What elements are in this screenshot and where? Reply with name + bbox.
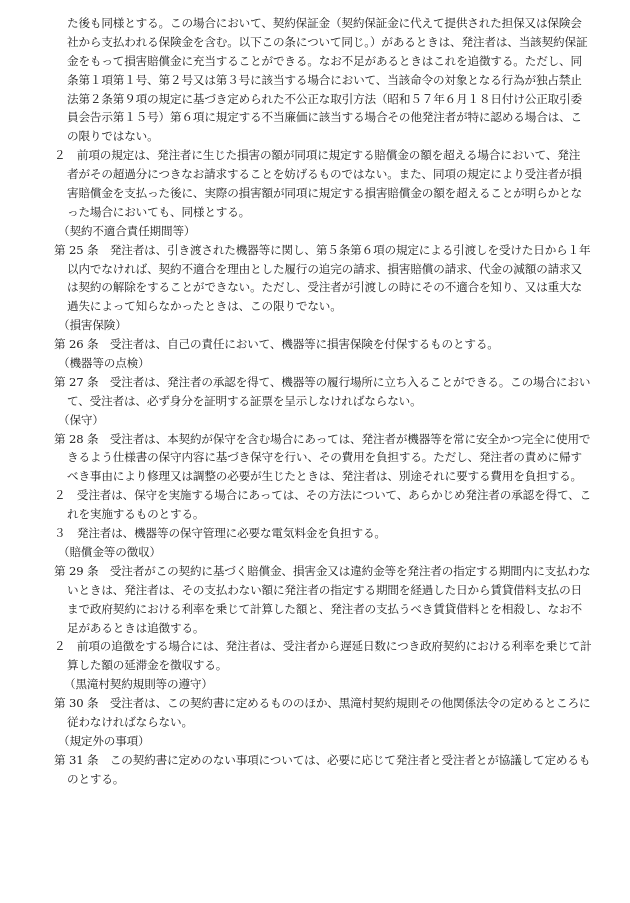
text-line: 法第２条第９項の規定に基づき定められた不公正な取引方法（昭和５７年６月１８日付け公正取引委 <box>67 91 582 106</box>
article-heading: （保守） <box>58 412 104 427</box>
article-heading: （損害保険） <box>58 318 127 333</box>
text-line: 過失によって知らなかったときは、この限りでない。 <box>67 299 342 314</box>
article-heading: （規定外の事項） <box>58 733 150 748</box>
article-heading: （契約不適合責任期間等） <box>58 223 196 238</box>
text-line: 第 28 条 受注者は、本契約が保守を含む場合にあっては、発注者が機器等を常に安全かつ完全に使用で <box>54 431 591 446</box>
text-line: 算した額の延滞金を徴収する。 <box>67 658 228 673</box>
article-heading: （賠償金等の徴収） <box>58 544 161 559</box>
text-line: 社から支払われる保険金を含む。以下この条について同じ。）があるときは、発注者は、当該契約保証 <box>67 34 588 49</box>
text-line: 第 29 条 受注者がこの契約に基づく賠償金、損害金又は違約金等を発注者の指定する期間内に支払わな <box>54 563 591 578</box>
document-body <box>54 14 592 789</box>
text-line: ２ 受注者は、保守を実施する場合にあっては、その方法について、あらかじめ発注者の承認を得て、こ <box>54 488 592 503</box>
text-line: ３ 発注者は、機器等の保守管理に必要な電気料金を負担する。 <box>54 526 386 541</box>
text-line: ２ 前項の追徴をする場合には、発注者は、受注者から遅延日数につき政府契約における利率を乗じて計 <box>54 639 592 654</box>
text-line: ２ 前項の規定は、発注者に生じた損害の額が同項に規定する賠償金の額を超える場合において、発注 <box>54 148 581 163</box>
text-line: べき事由により修理又は調整の必要が生じたときは、発注者は、別途それに要する費用を負担する。 <box>67 469 582 484</box>
text-line: 員会告示第１５号）第６項に規定する不当廉価に該当する場合その他発注者が特に認める場合は、こ <box>67 110 582 125</box>
text-line: 第 25 条 発注者は、引き渡された機器等に関し、第５条第６項の規定による引渡しを受けた日から１年 <box>54 242 591 257</box>
text-line: きるよう仕様書の保守内容に基づき保守を行い、その費用を負担する。ただし、発注者の責めに帰す <box>67 450 582 465</box>
text-line: まで政府契約における利率を乗じて計算した額と、発注者の支払うべき賃貸借料とを相殺し、なお不 <box>67 601 582 616</box>
article-heading: （黒滝村契約規則等の遵守） <box>64 677 213 692</box>
article-heading: （機器等の点検） <box>58 356 150 371</box>
text-line: 従わなければならない。 <box>67 714 193 729</box>
text-line: た後も同様とする。この場合において、契約保証金（契約保証金に代えて提供された担保又は保険会 <box>67 16 582 30</box>
text-line: 第 27 条 受注者は、発注者の承認を得て、機器等の履行場所に立ち入ることができる。この場合におい <box>54 374 591 389</box>
text-line: は契約の解除をすることができない。ただし、受注者が引渡しの時にその不適合を知り、又は重大な <box>67 280 582 295</box>
text-line: 害賠償金を支払った後に、実際の損害額が同項に規定する損害賠償金の額を超えることが明らかとな <box>67 186 582 201</box>
text-line: 第 31 条 この契約書に定めのない事項については、必要に応じて発注者と受注者とが協議して定めるも <box>54 752 591 767</box>
text-line: 第 26 条 受注者は、自己の責任において、機器等に損害保険を付保するものとする。 <box>54 337 499 352</box>
text-line: の限りではない。 <box>67 129 159 144</box>
text-line: った場合においても、同様とする。 <box>67 204 251 219</box>
text-line: いときは、発注者は、その支払わない額に発注者の指定する期間を経過した日から賃貸借料支払の日 <box>67 582 582 597</box>
text-line: 金をもって損害賠償金に充当することができる。なお不足があるときはこれを追徴する。ただし、同 <box>67 53 582 68</box>
text-line: のとする。 <box>67 771 125 786</box>
text-line: 足があるときは追徴する。 <box>67 620 205 635</box>
text-line: 第 30 条 受注者は、この契約書に定めるもののほか、黒滝村契約規則その他関係法令の定めるところに <box>54 696 591 711</box>
text-line: 以内でなければ、契約不適合を理由とした履行の追完の請求、損害賠償の請求、代金の減額の請求又 <box>67 261 582 276</box>
document-page <box>54 14 592 789</box>
text-line: れを実施するものとする。 <box>67 507 205 522</box>
text-line: 者がその超過分につきなお請求することを妨げるものではない。また、同項の規定により受注者が損 <box>67 167 582 182</box>
text-line: て、受注者は、必ず身分を証明する証票を呈示しなければならない。 <box>67 393 422 408</box>
text-line: 条第１項第１号、第２号又は第３号に該当する場合において、当該命令の対象となる行為が独占禁止 <box>67 72 582 87</box>
